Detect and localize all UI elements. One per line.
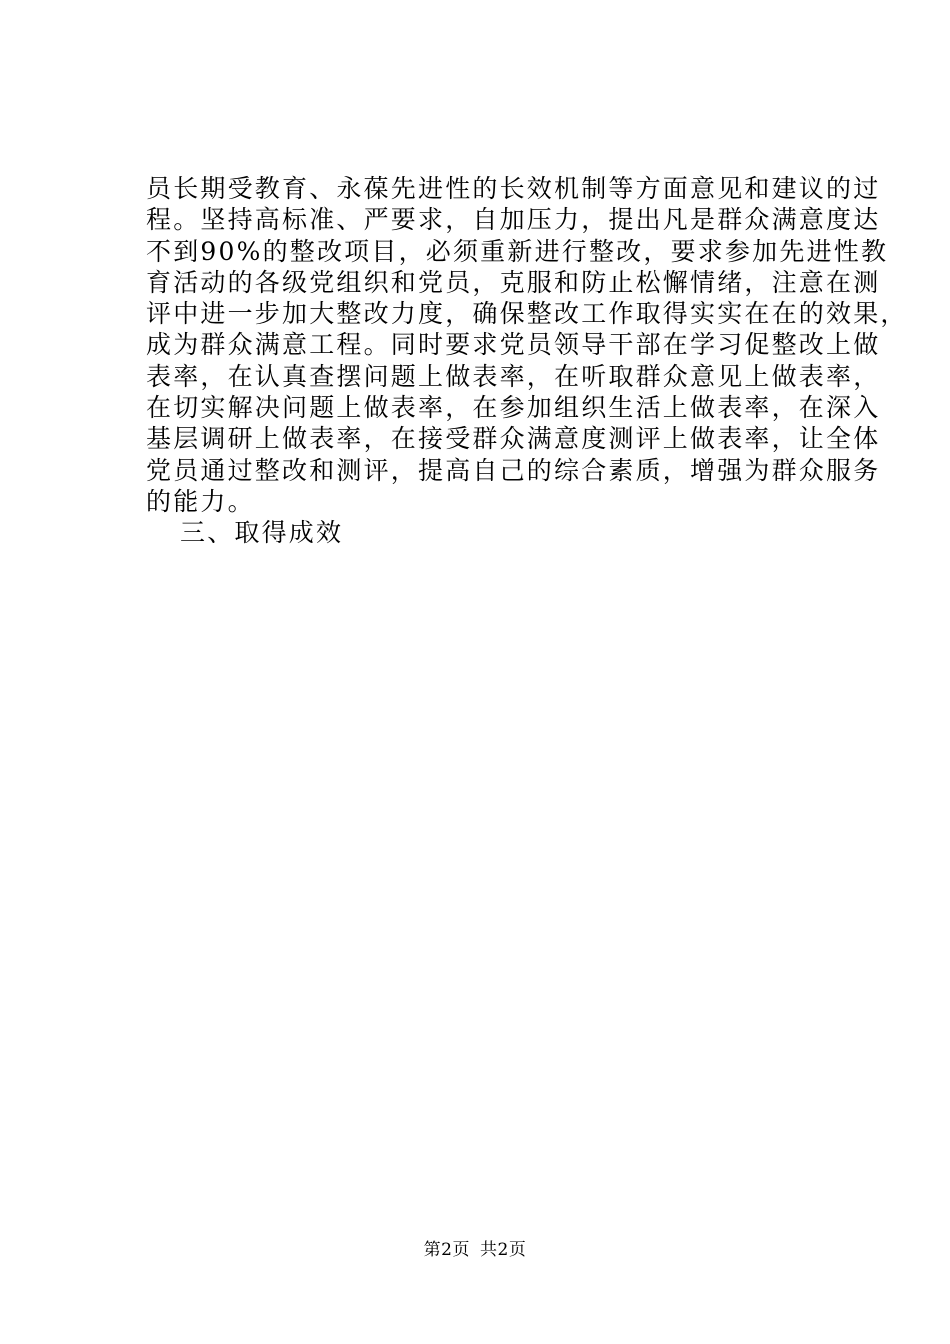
paragraph-line: 基层调研上做表率，在接受群众满意度测评上做表率，让全体 — [146, 424, 881, 454]
paragraph-line: 不到90%的整改项目，必须重新进行整改，要求参加先进性教 — [146, 236, 889, 266]
page-number-total: 共2页 — [480, 1240, 527, 1260]
paragraph-line: 党员通过整改和测评，提高自己的综合素质，增强为群众服务 — [146, 455, 881, 485]
paragraph-line: 表率，在认真查摆问题上做表率，在听取群众意见上做表率， — [146, 361, 881, 391]
paragraph-line: 程。坚持高标准、严要求，自加压力，提出凡是群众满意度达 — [146, 205, 881, 235]
page-number-current: 第2页 — [423, 1240, 470, 1260]
section-heading: 三、取得成效 — [180, 518, 344, 548]
paragraph-line: 在切实解决问题上做表率，在参加组织生活上做表率，在深入 — [146, 393, 881, 423]
paragraph-line: 评中进一步加大整改力度，确保整改工作取得实实在在的效果， — [146, 299, 908, 329]
paragraph-line: 员长期受教育、永葆先进性的长效机制等方面意见和建议的过 — [146, 174, 881, 203]
page-footer — [0, 1239, 950, 1261]
paragraph-line: 成为群众满意工程。同时要求党员领导干部在学习促整改上做 — [146, 330, 881, 360]
paragraph-line: 育活动的各级党组织和党员，克服和防止松懈情绪，注意在测 — [146, 267, 881, 297]
paragraph-line: 的能力。 — [146, 486, 255, 516]
document-body — [146, 173, 908, 549]
